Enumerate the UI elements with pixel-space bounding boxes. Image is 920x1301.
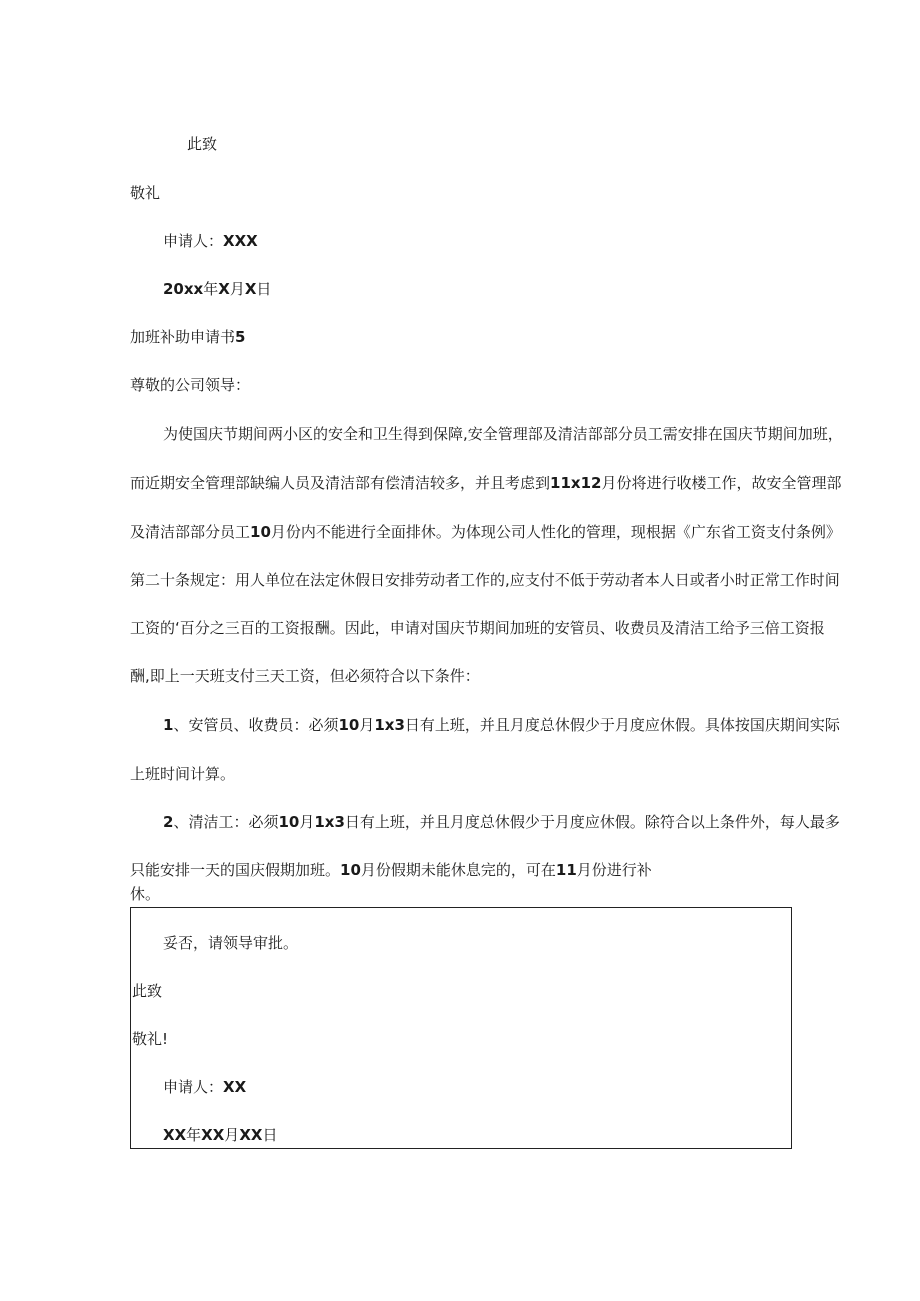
paragraph-line: 第二十条规定：用人单位在法定休假日安排劳动者工作的,应支付不低于劳动者本人日或者小时正常工作时间 bbox=[130, 571, 840, 589]
applicant-line bbox=[163, 231, 258, 251]
paragraph-line bbox=[130, 522, 841, 542]
box-applicant-value: XX bbox=[223, 1078, 247, 1096]
paragraph-line: 酬,即上一天班支付三天工资，但必须符合以下条件： bbox=[130, 667, 480, 685]
condition-number: 1 bbox=[163, 716, 174, 734]
text-run: 日有上班，并且月度总休假少于月度应休假。具体按国庆期间实际 bbox=[404, 716, 840, 734]
text-run-bold: 10 bbox=[250, 523, 271, 541]
date-month-unit: 月 bbox=[229, 280, 245, 298]
text-run-bold: 10 bbox=[338, 716, 360, 734]
condition-2-continued bbox=[130, 860, 652, 880]
signature-box bbox=[130, 907, 792, 1149]
condition-number: 2 bbox=[163, 813, 174, 831]
condition-1-continued: 上班时间计算。 bbox=[130, 765, 236, 783]
box-jingli: 敬礼! bbox=[132, 1030, 169, 1048]
closing-cizhi: 此致 bbox=[187, 135, 218, 153]
box-date-line bbox=[163, 1125, 277, 1145]
paragraph-line bbox=[130, 473, 841, 493]
box-date-year: XX bbox=[163, 1126, 187, 1144]
applicant-label: 申请人： bbox=[163, 232, 224, 250]
text-run: 月 bbox=[299, 813, 315, 831]
text-run-bold: 10 bbox=[278, 813, 300, 831]
applicant-value: XXX bbox=[223, 232, 258, 250]
text-run: 月份假期未能休息完的，可在 bbox=[360, 861, 556, 879]
text-run: 、安管员、收费员：必须 bbox=[173, 716, 339, 734]
box-applicant-line bbox=[163, 1077, 246, 1097]
date-year-unit: 年 bbox=[203, 280, 219, 298]
text-run: 月份内不能进行全面排休。为体现公司人性化的管理，现根据《广东省工资支付条例》 bbox=[270, 523, 841, 541]
text-run: 、清洁工：必须 bbox=[173, 813, 279, 831]
date-year: 20xx bbox=[163, 280, 204, 298]
text-run-bold: 1x3 bbox=[314, 813, 345, 831]
paragraph-line: 工资的‘百分之三百的工资报酬。因此，申请对国庆节期间加班的安管员、收费员及清洁工给予三倍工资报 bbox=[130, 619, 825, 637]
closing-jingli: 敬礼 bbox=[130, 184, 161, 202]
condition-2 bbox=[163, 812, 840, 832]
text-run: 日有上班，并且月度总休假少于月度应休假。除符合以上条件外，每人最多 bbox=[344, 813, 840, 831]
text-run: 月 bbox=[359, 716, 375, 734]
text-run: 只能安排一天的国庆假期加班。 bbox=[130, 861, 341, 879]
text-run-bold: 11 bbox=[555, 861, 577, 879]
date-month: X bbox=[218, 280, 230, 298]
box-date-year-unit: 年 bbox=[186, 1126, 202, 1144]
box-date-month: XX bbox=[201, 1126, 225, 1144]
text-run-bold: 1x3 bbox=[374, 716, 405, 734]
box-date-day-unit: 日 bbox=[262, 1126, 278, 1144]
date-line bbox=[163, 279, 271, 299]
text-run: 及清洁部部分员工 bbox=[130, 523, 251, 541]
letter-title bbox=[130, 327, 245, 347]
paragraph-line: 为使国庆节期间两小区的安全和卫生得到保障,安全管理部及清洁部部分员工需安排在国庆节期间加班， bbox=[163, 425, 843, 443]
box-applicant-label: 申请人： bbox=[163, 1078, 224, 1096]
letter-title-text: 加班补助申请书 bbox=[130, 328, 236, 346]
text-run-bold: 11x12 bbox=[550, 474, 602, 492]
date-day: X bbox=[244, 280, 257, 298]
box-cizhi: 此致 bbox=[132, 982, 163, 1000]
condition-2-end: 休。 bbox=[130, 885, 161, 903]
box-date-month-unit: 月 bbox=[224, 1126, 240, 1144]
text-run: 月份将进行收楼工作，故安全管理部 bbox=[601, 474, 842, 492]
text-run: 而近期安全管理部缺编人员及清洁部有偿清洁较多，并且考虑到 bbox=[130, 474, 551, 492]
date-day-unit: 日 bbox=[256, 280, 272, 298]
box-date-day: XX bbox=[239, 1126, 263, 1144]
condition-1 bbox=[163, 715, 840, 735]
approval-request: 妥否，请领导审批。 bbox=[163, 934, 299, 952]
letter-title-number: 5 bbox=[235, 328, 246, 346]
text-run: 月份进行补 bbox=[576, 861, 652, 879]
salutation: 尊敬的公司领导： bbox=[130, 376, 251, 394]
text-run-bold: 10 bbox=[340, 861, 361, 879]
